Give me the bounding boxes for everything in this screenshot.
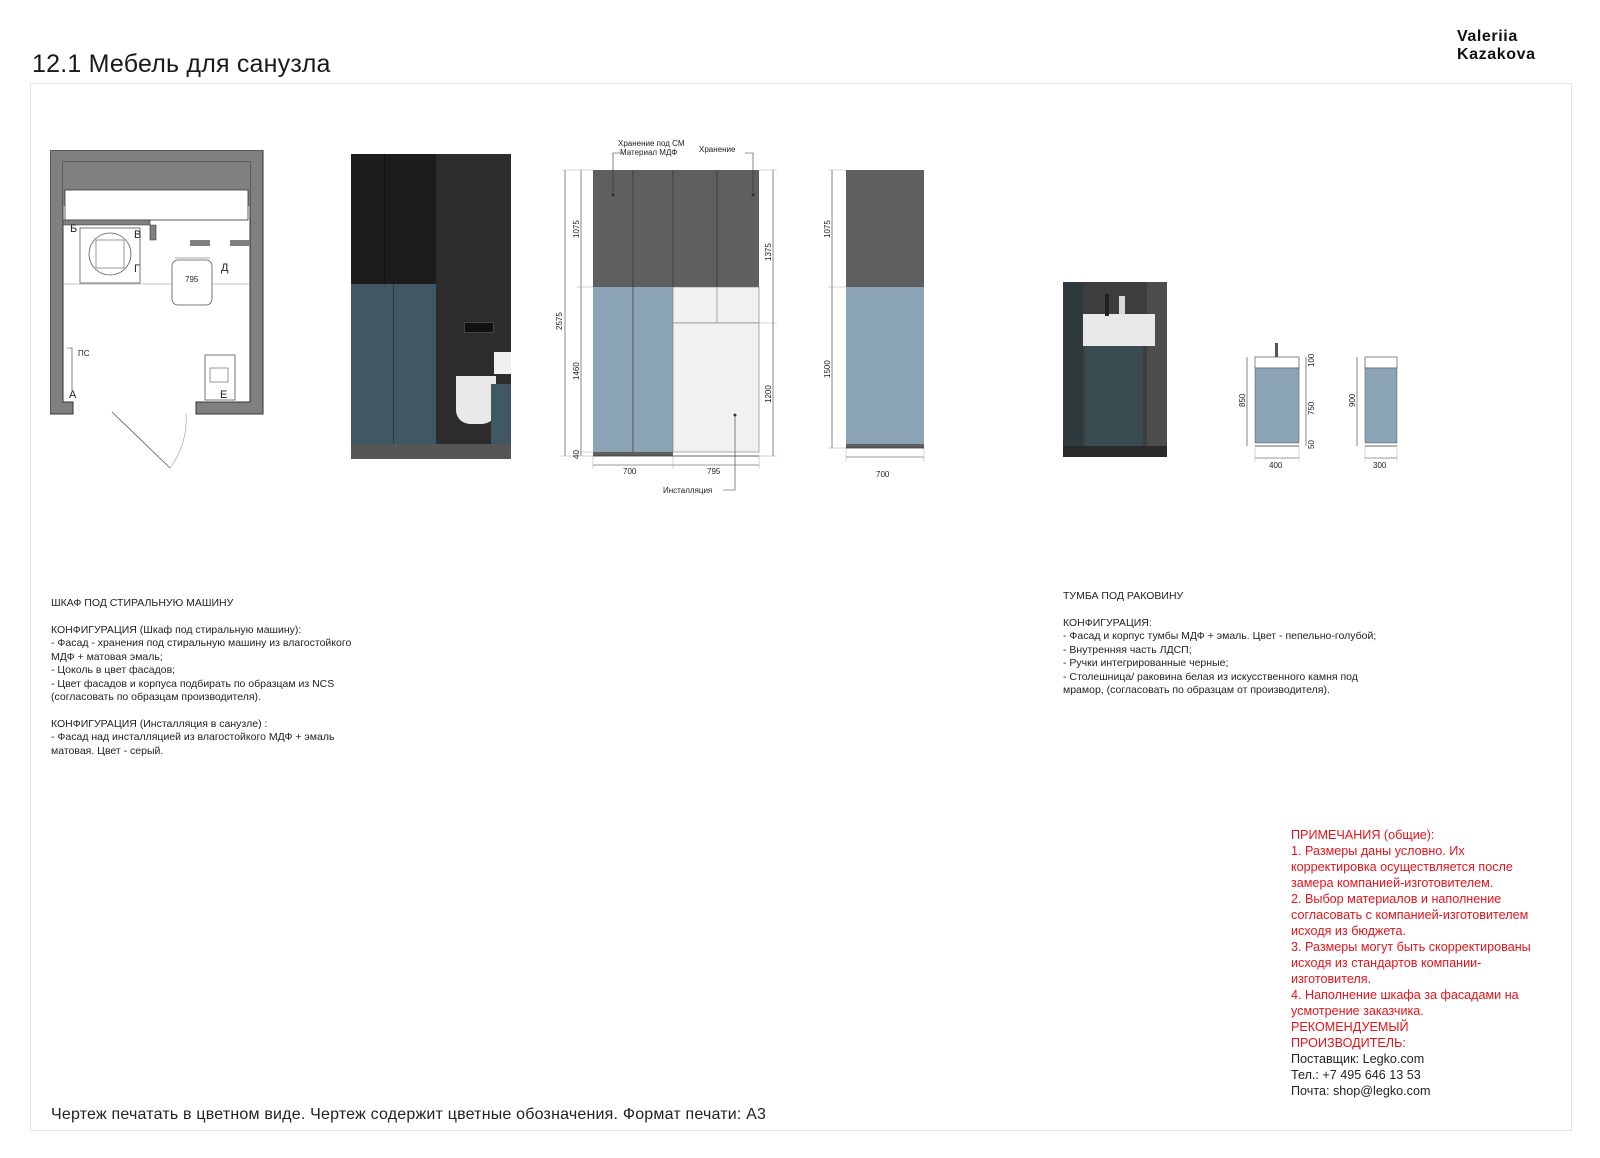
vanity-notes-heading: ТУМБА ПОД РАКОВИНУ [1063,590,1184,602]
vanity-dim-top: 100 [1307,353,1316,367]
side-dim-lower: 1500 [823,360,832,378]
plan-label-ps: ПС [78,349,90,358]
vanity-dim-plinth: 50 [1307,440,1316,449]
phone-text: Тел.: +7 495 646 13 53 [1291,1068,1421,1082]
cabinet-config1-line: - Цвет фасадов и корпуса подбирать по образцам из NCS [51,677,335,690]
general-notes-line: замера компанией-изготовителем. [1291,876,1494,890]
cabinet-config1-title: КОНФИГУРАЦИЯ (Шкаф под стиральную машину): [51,623,302,636]
vanity-config-line: - Фасад и корпус тумбы МДФ + эмаль. Цвет - пепельно-голубой; [1063,630,1377,642]
cabinet-front-elevation [545,135,790,510]
vanity-config-line: - Внутренняя часть ЛДСП; [1063,643,1192,656]
cabinet-notes-heading: ШКАФ ПОД СТИРАЛЬНУЮ МАШИНУ [51,597,234,609]
side-dim-upper: 1075 [823,220,832,238]
side-dim-width: 700 [876,470,890,479]
vanity-config-line: - Столешница/ раковина белая из искусственного камня под [1063,670,1358,683]
vanity-side-elevation [1338,335,1408,485]
vanity-side-dim-width: 300 [1373,461,1387,470]
plan-label-e: Е [220,389,228,401]
dim-width-left: 700 [623,467,637,476]
print-note: Чертеж печатать в цветном виде. Чертеж содержит цветные обозначения. Формат печати: А3 [51,1106,767,1123]
vanity-dim-width: 400 [1269,461,1283,470]
general-notes [1291,827,1566,1099]
vanity-front-elevation [1230,335,1330,485]
brand-logo [1457,28,1536,64]
vanity-side-dim-height: 900 [1348,393,1357,407]
cabinet-config1-line: - Фасад - хранения под стиральную машину из влагостойкого [51,637,352,649]
cabinet-config2-title: КОНФИГУРАЦИЯ (Инсталляция в санузле) : [51,717,268,730]
cabinet-config2-line: - Фасад над инсталляцией из влагостойкого МДФ + эмаль [51,731,335,743]
general-notes-line: изготовителя. [1291,972,1372,986]
callout-storage-cm: Хранение под СМ [618,139,685,148]
brand-line-1: Valeriia [1457,28,1518,45]
dim-lower-right: 1200 [764,385,773,403]
dim-plinth: 40 [572,450,581,459]
general-notes-line: 1. Размеры даны условно. Их [1291,844,1465,858]
vanity-config-line: - Ручки интегрированные черные; [1063,657,1229,669]
cabinet-config1-line: МДФ + матовая эмаль; [51,650,163,663]
cabinet-notes [51,597,411,758]
bathroom-render-image [351,154,511,459]
vanity-dim-total: 850 [1238,393,1247,407]
dim-upper-left: 1075 [572,220,581,238]
general-notes-line: корректировка осуществляется после [1291,860,1513,874]
general-notes-line: усмотрение заказчика. [1291,1004,1424,1018]
callout-material: Материал МДФ [620,148,678,157]
dim-upper-right: 1375 [764,243,773,261]
manufacturer-title: ПРОИЗВОДИТЕЛЬ: [1291,1036,1406,1050]
plan-label-a: А [69,389,77,401]
callout-installation: Инсталляция [663,486,713,495]
vanity-render-image [1063,282,1167,457]
vanity-notes [1063,590,1443,698]
plan-dim-795: 795 [185,275,199,284]
plan-label-v: В [134,229,142,241]
plan-label-b: Б [70,223,78,235]
cabinet-side-elevation [812,160,932,480]
general-notes-line: согласовать с компанией-изготовителем [1291,908,1529,922]
supplier-text: Поставщик: Legko.com [1291,1052,1425,1066]
general-notes-line: 3. Размеры могут быть скорректированы [1291,940,1531,954]
general-notes-line: исходя из стандартов компании- [1291,956,1482,970]
cabinet-config1-line: - Цоколь в цвет фасадов; [51,664,176,676]
page-title: 12.1 Мебель для санузла [32,50,331,78]
cabinet-config2-line: матовая. Цвет - серый. [51,744,164,757]
vanity-dim-body: 750 [1307,401,1316,415]
vanity-config-line: мрамор, (согласовать по образцам от производителя). [1063,684,1330,696]
dim-total-height: 2575 [555,312,564,330]
dim-width-right: 795 [707,467,721,476]
general-notes-title: ПРИМЕЧАНИЯ (общие): [1291,828,1435,842]
manufacturer-title: РЕКОМЕНДУЕМЫЙ [1291,1020,1409,1034]
floor-plan [50,150,275,485]
general-notes-line: исходя из бюджета. [1291,924,1407,938]
general-notes-line: 4. Наполнение шкафа за фасадами на [1291,988,1519,1002]
dim-lower-left: 1460 [572,362,581,380]
email-text: Почта: shop@legko.com [1291,1084,1431,1098]
cabinet-config1-line: (согласовать по образцам производителя). [51,691,261,703]
callout-storage: Хранение [699,145,736,154]
plan-label-d: Д [221,262,229,274]
vanity-config-title: КОНФИГУРАЦИЯ: [1063,616,1152,629]
general-notes-line: 2. Выбор материалов и наполнение [1291,892,1502,906]
plan-label-g: Г [134,263,140,275]
brand-line-2: Kazakova [1457,46,1536,63]
